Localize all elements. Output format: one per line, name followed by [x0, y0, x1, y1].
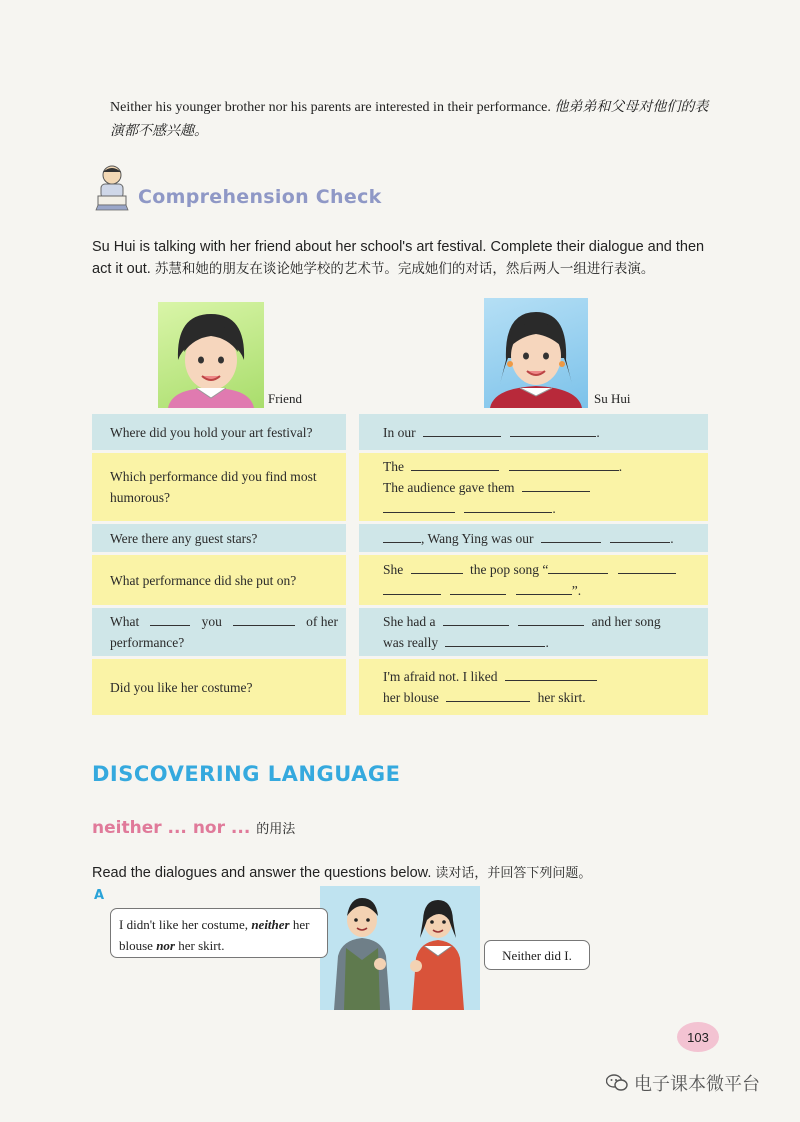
- answer-5-end: .: [545, 635, 549, 650]
- answer-2-end: .: [618, 458, 623, 474]
- question-row-3: [92, 524, 346, 552]
- watermark: [606, 1070, 760, 1096]
- answer-6-line2: her blouse: [383, 690, 439, 705]
- blank-field[interactable]: [411, 456, 499, 471]
- bubble-text: her: [292, 917, 310, 932]
- blank-field[interactable]: [443, 611, 509, 626]
- question-2: Which performance did you find most humorous?: [110, 469, 317, 505]
- answer-row-5: [359, 608, 708, 656]
- answer-2-text: The: [383, 458, 404, 474]
- question-6: Did you like her costume?: [110, 679, 253, 695]
- bubble-emphasis-nor: nor: [156, 938, 175, 953]
- answer-2-line2: The audience gave them: [383, 479, 515, 495]
- blank-field[interactable]: [423, 422, 501, 437]
- bubble-emphasis-neither: neither: [251, 917, 290, 932]
- question-row-5: [92, 608, 346, 656]
- question-4: What performance did she put on?: [110, 572, 297, 588]
- answer-4-mid: the pop song “: [470, 562, 549, 577]
- question-row-4: [92, 555, 346, 605]
- example-sentence: [110, 96, 710, 144]
- question-3: Were there any guest stars?: [110, 530, 258, 546]
- reading-boy-icon: [92, 162, 132, 212]
- answer-row-1: [359, 414, 708, 450]
- speech-bubble-girl: [484, 940, 590, 970]
- friend-portrait: [158, 302, 264, 408]
- answer-3-end: .: [670, 530, 674, 546]
- blank-field[interactable]: [464, 498, 552, 513]
- question-1: Where did you hold your art festival?: [110, 424, 313, 440]
- read-instructions-en: Read the dialogues and answer the questions below.: [92, 865, 432, 881]
- bubble-text: I didn't like her costume,: [119, 917, 249, 932]
- answer-4-end: ”.: [571, 583, 582, 598]
- bubble-text-girl: Neither did I.: [502, 948, 572, 963]
- blank-field[interactable]: [233, 611, 295, 626]
- watermark-text: 电子课本微平台: [634, 1074, 760, 1095]
- blank-field[interactable]: [505, 666, 597, 681]
- section-letter: A: [94, 888, 105, 903]
- page-number: 103: [677, 1022, 719, 1052]
- comprehension-check-title: Comprehension Check: [138, 186, 382, 208]
- blank-field[interactable]: [518, 611, 584, 626]
- answer-row-4: [359, 555, 708, 605]
- blank-field[interactable]: [411, 559, 463, 574]
- answer-row-6: [359, 659, 708, 715]
- answer-5-line2: was really: [383, 635, 439, 650]
- instructions: [92, 236, 712, 280]
- blank-field[interactable]: [446, 687, 530, 702]
- blank-field[interactable]: [610, 528, 670, 543]
- friend-label: Friend: [268, 391, 302, 406]
- bubble-text: blouse: [119, 938, 153, 953]
- answer-2-line3-end: .: [552, 500, 556, 516]
- question-row-2: [92, 453, 346, 521]
- question-5-w4: performance?: [110, 635, 185, 650]
- answer-3-text: , Wang Ying was our: [421, 530, 534, 546]
- question-row-1: [92, 414, 346, 450]
- neither-nor-heading: [92, 818, 295, 838]
- discovering-language-title: DISCOVERING LANGUAGE: [92, 762, 401, 786]
- dialogue-illustration: [320, 886, 480, 1010]
- blank-field[interactable]: [150, 611, 190, 626]
- blank-field[interactable]: [618, 559, 676, 574]
- question-5-w1: What: [110, 614, 140, 629]
- answer-5-text: She had a: [383, 614, 436, 629]
- blank-field[interactable]: [516, 580, 572, 595]
- answer-row-2: [359, 453, 708, 521]
- question-row-6: [92, 659, 346, 715]
- blank-field[interactable]: [445, 632, 545, 647]
- answer-6-line1: I'm afraid not. I liked: [383, 669, 498, 684]
- read-instructions: [92, 862, 591, 881]
- question-5-w2: you: [201, 614, 222, 629]
- wechat-icon: [606, 1074, 628, 1092]
- answer-1-text: In our: [383, 424, 416, 440]
- speech-bubble-boy: [110, 908, 328, 958]
- blank-field[interactable]: [510, 422, 596, 437]
- answer-5-mid: and her song: [591, 614, 661, 629]
- blank-field[interactable]: [450, 580, 506, 595]
- example-sentence-cn: 他弟弟和父母对他们的表演都不感兴趣。: [110, 100, 709, 139]
- read-instructions-cn: 读对话，并回答下列问题。: [435, 866, 592, 881]
- answer-4-text: She: [383, 562, 404, 577]
- answer-1-end: .: [596, 424, 600, 440]
- blank-field[interactable]: [522, 477, 590, 492]
- instructions-cn: 苏慧和她的朋友在谈论她学校的艺术节。完成她们的对话，然后两人一组进行表演。: [154, 261, 655, 277]
- neither-nor-en: neither ... nor ...: [92, 818, 251, 838]
- blank-field[interactable]: [548, 559, 608, 574]
- bubble-text: her skirt.: [178, 938, 225, 953]
- blank-field[interactable]: [541, 528, 601, 543]
- answer-6-end: her skirt.: [537, 690, 586, 705]
- blank-field[interactable]: [383, 528, 421, 543]
- blank-field[interactable]: [383, 498, 455, 513]
- blank-field[interactable]: [509, 456, 619, 471]
- neither-nor-cn: 的用法: [256, 822, 296, 837]
- blank-field[interactable]: [383, 580, 441, 595]
- instructions-en: Su Hui is talking with her friend about her school's art festival. Complete their dialogue and then act it out.: [92, 239, 705, 277]
- suhui-label: Su Hui: [594, 391, 631, 406]
- answer-row-3: [359, 524, 708, 552]
- suhui-portrait: [484, 298, 588, 408]
- question-5-w3: of her: [306, 614, 338, 629]
- example-sentence-en: Neither his younger brother nor his parents are interested in their performance.: [110, 100, 551, 115]
